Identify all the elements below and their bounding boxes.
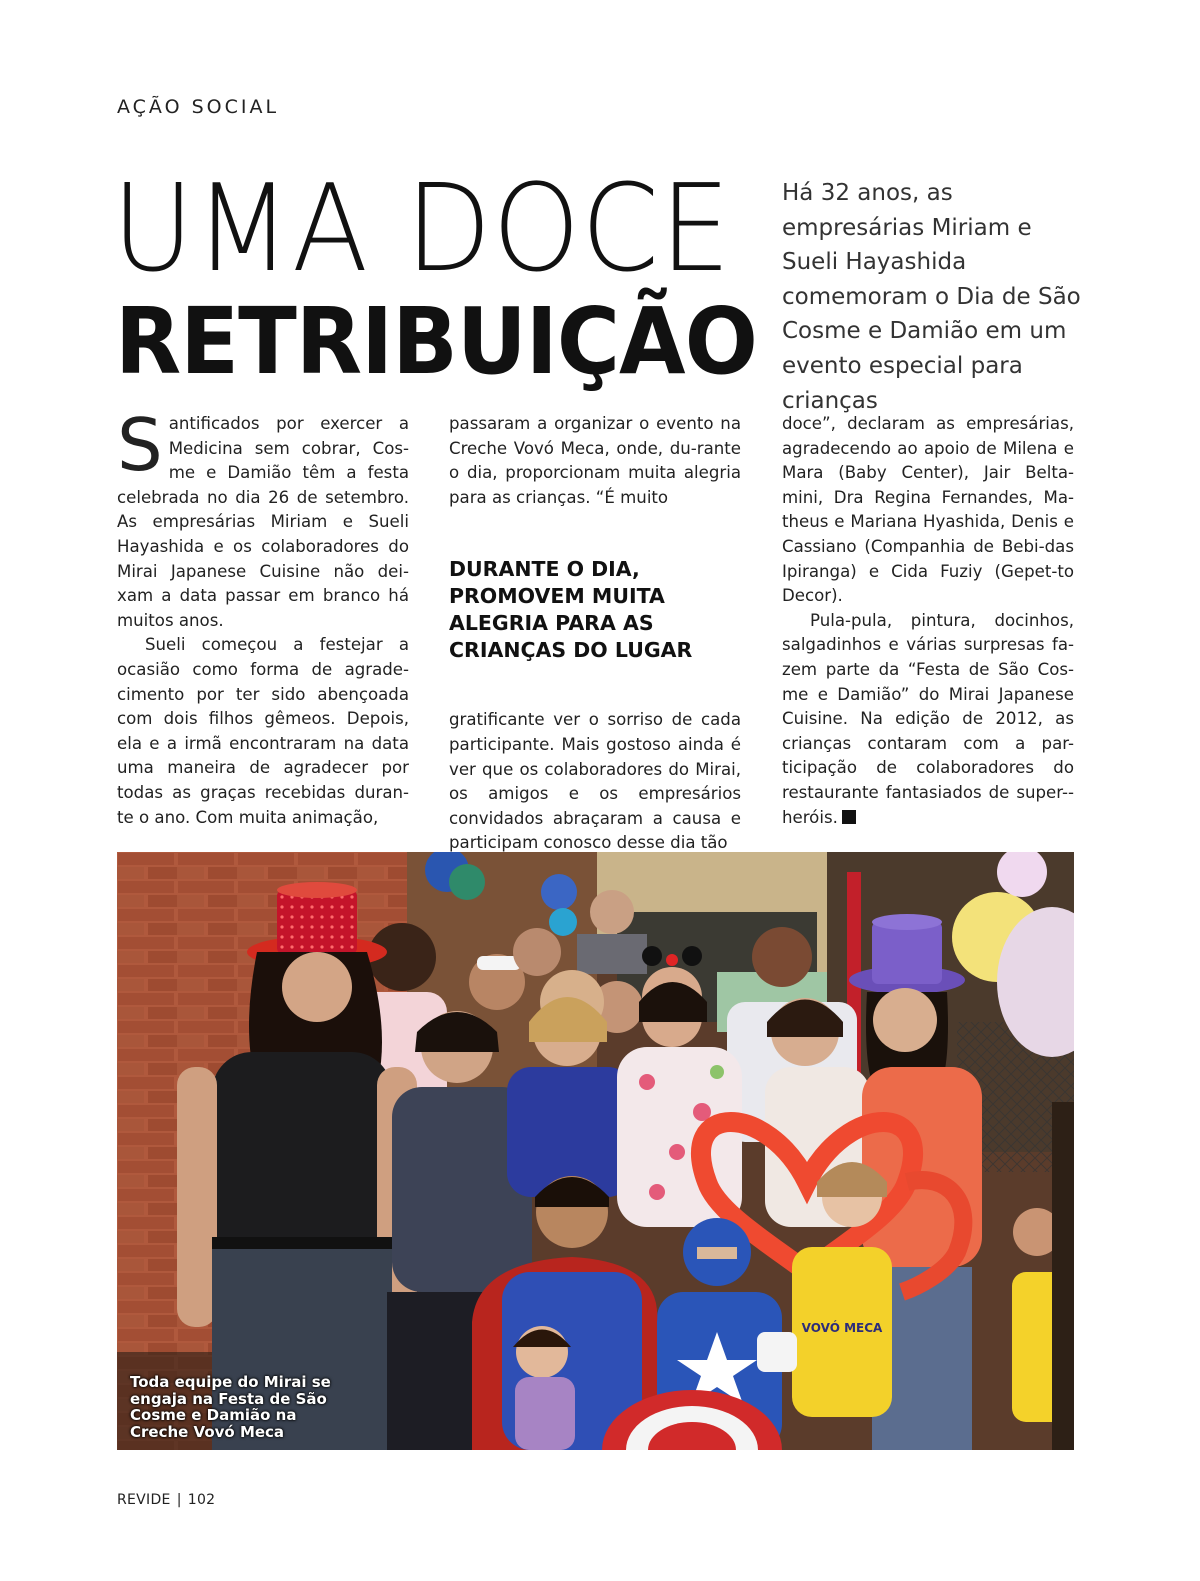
article-paragraph: doce”, declaram as empresárias, agradecendo ao apoio de Milena e Mara (Baby Center), Jair Belta-mini, Dra Regina Fernandes, Ma-theus e Mariana Hyashida, Denis e Cassiano (Companhia de Bebi-das Ipiranga) e Cida Fuziy (Gepet-to Decor).: [782, 414, 1074, 606]
section-label: AÇÃO SOCIAL: [117, 96, 280, 118]
article-paragraph: passaram a organizar o evento na Creche Vovó Meca, onde, du-rante o dia, proporcionam muita alegria para as crianças. “É muito: [449, 414, 741, 507]
article-paragraph: gratificante ver o sorriso de cada participante. Mais gostoso ainda é ver que os colaboradores do Mirai, os amigos e os empresários convidados abraçaram a causa e participam conosco desse dia tão: [449, 710, 741, 853]
drop-cap: S: [117, 403, 163, 487]
deck-text: Há 32 anos, as empresárias Miriam e Sueli Hayashida comemoram o Dia de São Cosme e Damião em um evento especial para crianças: [782, 180, 1081, 414]
article-paragraph-final: [782, 609, 1074, 830]
page-footer: [117, 1492, 215, 1508]
article-column-1: [117, 403, 409, 830]
headline-line-2: RETRIBUIÇÃO: [115, 288, 757, 395]
magazine-name: REVIDE: [117, 1492, 171, 1508]
page-number: 102: [187, 1492, 216, 1508]
article-column-3: [782, 412, 1074, 830]
article-column-2: [449, 412, 741, 856]
footer-separator: |: [176, 1492, 182, 1508]
pull-quote: DURANTE O DIA, PROMOVEM MUITA ALEGRIA PARA AS CRIANÇAS DO LUGAR: [449, 557, 693, 663]
group-photo-illustration: [117, 852, 1074, 1450]
photo-caption: Toda equipe do Mirai se engaja na Festa de São Cosme e Damião na Creche Vovó Meca: [130, 1373, 331, 1441]
article-paragraph: Pula-pula, pintura, docinhos, salgadinhos e várias surpresas fa-zem parte da “Festa de São Cos-me e Damião” do Mirai Japanese Cuisine. Na edição de 2012, as crianças contaram com a par-ticipação de colaboradores do restaurante fantasiados de super--heróis.: [782, 610, 1074, 827]
group-photo: [117, 852, 1074, 1450]
headline-line-1: UMA DOCE: [112, 160, 732, 299]
article-paragraph: Sueli começou a festejar a ocasião como forma de agrade-cimento por ter sido abençoada com dois filhos gêmeos. Depois, ela e a irmã encontraram na data uma maneira de agradecer por todas as graças recebidas duran-te o ano. Com muita animação,: [117, 635, 409, 827]
article-paragraph: antificados por exercer a Medicina sem cobrar, Cos-me e Damião têm a festa celebrada no dia 26 de setembro. As empresárias Miriam e Sueli Hayashida e os colaboradores do Mirai Japanese Cuisine não dei-xam a data passar em branco há muitos anos.: [117, 414, 409, 630]
shirt-print-text: VOVÓ MECA: [801, 1321, 883, 1335]
end-mark-icon: [842, 810, 856, 824]
